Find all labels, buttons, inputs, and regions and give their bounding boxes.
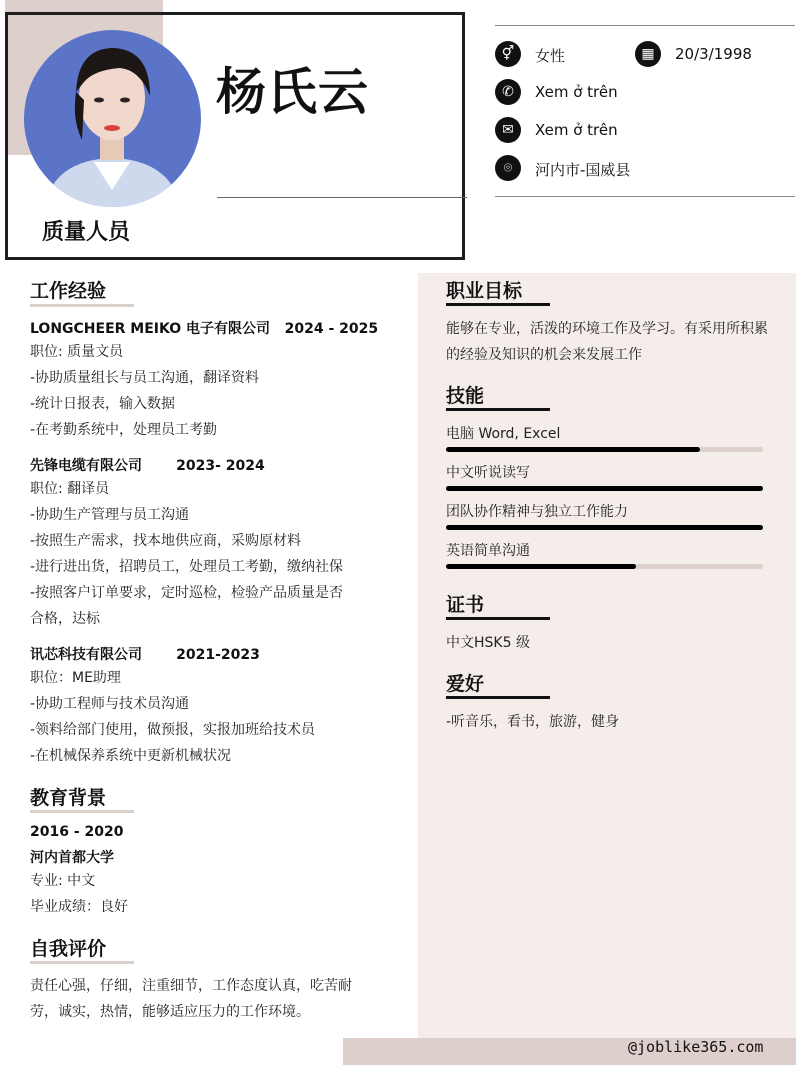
certificates-underline xyxy=(446,617,550,620)
avatar xyxy=(24,30,201,207)
skill-bar-fill xyxy=(446,564,636,569)
contact-divider-bottom xyxy=(495,196,795,197)
job-3-line: -在机械保养系统中更新机械状况 xyxy=(30,748,232,764)
job-1-line: 职位: 质量文员 xyxy=(30,344,124,360)
job-3-line: 职位：ME助理 xyxy=(30,670,121,686)
hobbies-underline xyxy=(446,696,550,699)
skills-heading: 技能 xyxy=(446,385,485,407)
education-underline xyxy=(30,810,134,813)
objective-heading: 职业目标 xyxy=(446,280,523,302)
experience-underline xyxy=(30,304,134,307)
job-3-line: -领料给部门使用，做预报，实报加班给技术员 xyxy=(30,722,316,738)
self-evaluation-line: 劳，诚实，热情，能够适应压力的工作环境。 xyxy=(30,1004,310,1020)
skill-bar-fill xyxy=(446,447,700,452)
email-icon: ✉ xyxy=(495,117,521,143)
gender-value: 女性 xyxy=(535,47,566,65)
skill-bar-track xyxy=(446,525,763,530)
calendar-icon: ▦ xyxy=(635,41,661,67)
certificate-item: 中文HSK5 级 xyxy=(446,635,530,651)
skill-bar-track xyxy=(446,564,763,569)
education-major: 专业: 中文 xyxy=(30,873,96,889)
address-value: 河内市-国威县 xyxy=(535,161,631,179)
skills-underline xyxy=(446,408,550,411)
skill-label: 中文听说读写 xyxy=(446,465,530,481)
skill-label: 团队协作精神与独立工作能力 xyxy=(446,504,628,520)
skill-label: 英语简单沟通 xyxy=(446,543,530,559)
self-evaluation-heading: 自我评价 xyxy=(30,938,107,960)
email-value: Xem ở trên xyxy=(535,121,618,139)
education-years: 2016 - 2020 xyxy=(30,824,124,840)
job-3-header: 讯芯科技有限公司 2021-2023 xyxy=(30,647,260,663)
job-2-line: -进行进出货，招聘员工，处理员工考勤，缴纳社保 xyxy=(30,559,344,575)
job-2-line: 职位: 翻译员 xyxy=(30,481,110,497)
experience-heading: 工作经验 xyxy=(30,280,107,302)
skill-bar-track xyxy=(446,486,763,491)
phone-value: Xem ở trên xyxy=(535,83,618,101)
job-2-line: -按照生产需求，找本地供应商，采购原材料 xyxy=(30,533,302,549)
footer-watermark: @joblike365.com xyxy=(628,1038,764,1056)
phone-icon: ✆ xyxy=(495,79,521,105)
job-title: 质量人员 xyxy=(42,220,131,245)
job-1-header: LONGCHEER MEIKO 电子有限公司 2024 - 2025 xyxy=(30,321,379,337)
skill-bar-fill xyxy=(446,525,763,530)
skill-label: 电脑 Word, Excel xyxy=(446,426,561,442)
location-icon: ⌾ xyxy=(495,155,521,181)
skill-bar-track xyxy=(446,447,763,452)
job-2-line: -按照客户订单要求，定时巡检，检验产品质量是否 xyxy=(30,585,344,601)
self-evaluation-underline xyxy=(30,961,134,964)
objective-line: 的经验及知识的机会来发展工作 xyxy=(446,347,642,363)
contact-divider-top xyxy=(495,25,795,26)
objective-underline xyxy=(446,303,550,306)
job-3-line: -协助工程师与技术员沟通 xyxy=(30,696,190,712)
job-2-line: 合格，达标 xyxy=(30,611,100,627)
objective-line: 能够在专业，活泼的环境工作及学习。有采用所积累 xyxy=(446,321,768,337)
skill-bar-fill xyxy=(446,486,763,491)
job-1-line: -在考勤系统中，处理员工考勤 xyxy=(30,422,218,438)
job-1-line: -协助质量组长与员工沟通，翻译资料 xyxy=(30,370,260,386)
gender-icon: ⚥ xyxy=(495,41,521,67)
education-school: 河内首都大学 xyxy=(30,850,114,866)
birthdate-value: 20/3/1998 xyxy=(675,45,752,63)
name-divider xyxy=(217,197,467,198)
education-grade: 毕业成绩：良好 xyxy=(30,899,128,915)
self-evaluation-line: 责任心强，仔细，注重细节，工作态度认真，吃苦耐 xyxy=(30,978,352,994)
hobbies-heading: 爱好 xyxy=(446,673,485,695)
job-2-header: 先锋电缆有限公司 2023- 2024 xyxy=(30,458,265,474)
job-1-line: -统计日报表，输入数据 xyxy=(30,396,176,412)
job-2-line: -协助生产管理与员工沟通 xyxy=(30,507,190,523)
candidate-name: 杨氏云 xyxy=(216,63,369,121)
education-heading: 教育背景 xyxy=(30,787,107,809)
certificates-heading: 证书 xyxy=(446,594,485,616)
hobbies-item: -听音乐，看书，旅游，健身 xyxy=(446,714,620,730)
